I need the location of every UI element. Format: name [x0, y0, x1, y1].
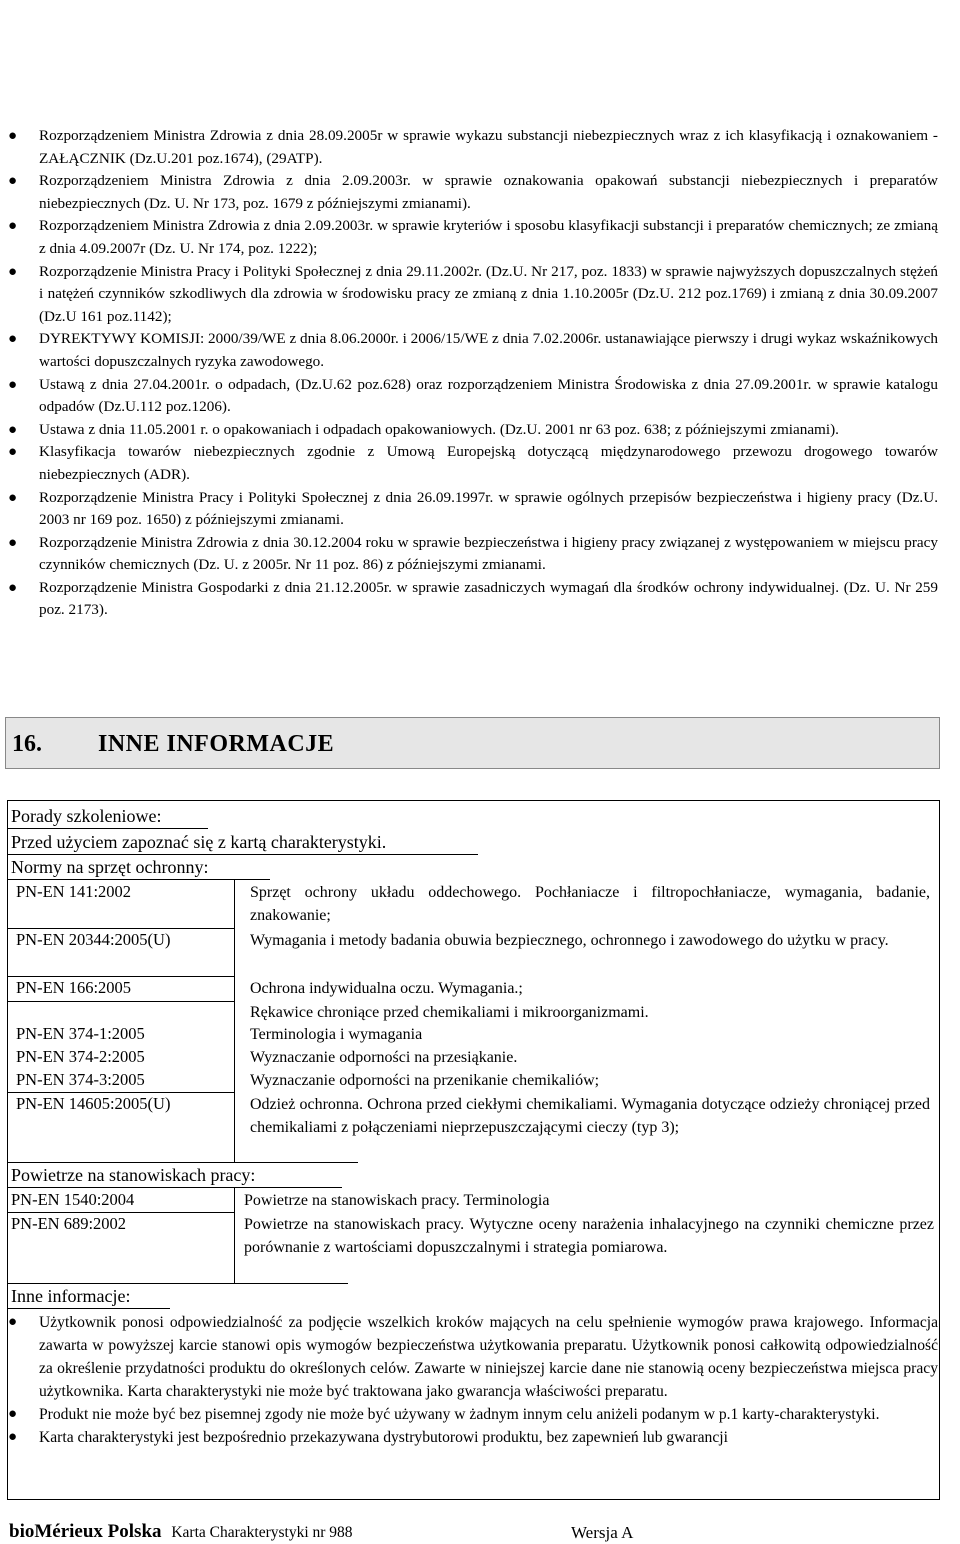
list-item: ● Karta charakterystyki jest bezpośrednio przekazywana dystrybutorowi produktu, bez zapewnień lub gwarancji: [0, 1426, 960, 1449]
bullet-icon: ●: [8, 128, 18, 144]
bullet-icon: ●: [8, 1406, 18, 1422]
other-label: Inne informacje:: [11, 1286, 131, 1306]
equipment-code: PN-EN 374-2:2005: [16, 1047, 145, 1066]
bullet-icon: ●: [8, 534, 18, 551]
bullet-icon: ●: [8, 1429, 18, 1445]
air-desc: Powietrze na stanowiskach pracy. Wytyczne oceny narażenia inhalacyjnego na czynniki chemiczne przez porównanie z wartościami dopuszczalnymi i strategia pomiarowa.: [244, 1216, 934, 1256]
equipment-desc: Terminologia i wymagania: [250, 1026, 423, 1043]
air-code: PN-EN 689:2002: [11, 1214, 127, 1233]
bullet-icon: ●: [8, 1314, 18, 1330]
company-block: [0, 6, 200, 75]
list-item: ● Rozporządzenie Ministra Pracy i Polityki Społecznej z dnia 29.11.2002r. (Dz.U. Nr 217, poz. 1833) w sprawie najwyższych dopuszczalnych stężeń i natężeń czynników szkodliwych dla zdrowia w środowisku pracy ze zmianą z dnia 1.10.2005r (Dz.U. 212 poz.1769) i zmianą z dnia 30.09.2007 (Dz.U 161 poz.1142);: [8, 262, 938, 325]
list-item: ● Klasyfikacja towarów niebezpiecznych zgodnie z Umową Europejską dotyczącą międzynarodowego przewozu drogowego towarów niebezpiecznych (ADR).: [8, 443, 938, 483]
other-information-list: [0, 1311, 960, 1449]
list-item: ● Rozporządzeniem Ministra Zdrowia z dnia 28.09.2005r w sprawie wykazu substancji niebezpiecznych wraz z ich klasyfikacją i oznakowaniem - ZAŁĄCZNIK (Dz.U.201 poz.1674), (29ATP).: [8, 127, 938, 167]
list-item: ● Ustawa z dnia 11.05.2001 r. o opakowaniach i odpadach opakowaniowych. (Dz.U. 2001 nr 63 poz. 638; z późniejszymi zmianami).: [0, 419, 960, 442]
section-title: INNE INFORMACJE: [98, 731, 335, 757]
page-label: Strona/stron: [712, 54, 793, 73]
equipment-code: PN-EN 374-1:2005: [16, 1024, 145, 1043]
equipment-code: PN-EN 20344:2005(U): [16, 930, 171, 949]
list-item: ● Rozporządzenie Ministra Gospodarki z dnia 21.12.2005r. w sprawie zasadniczych wymagań dla środków ochrony indywidualnej. (Dz. U. Nr 259 poz. 2173).: [8, 578, 938, 619]
equipment-desc: Wyznaczanie odporności na przesiąkanie.: [250, 1049, 518, 1066]
equipment-desc: Sprzęt ochrony układu oddechowego. Pochłaniacze i filtropochłaniacze, wymagania, badanie, znakowanie;: [250, 884, 930, 924]
update-date: 09.03.2009: [831, 31, 907, 50]
equipment-desc: Wymagania i metody badania obuwia bezpiecznego, ochronnego i zawodowego do użytku w pracy.: [250, 932, 889, 949]
footer-document-number: Karta Charakterystyki nr 988: [171, 1524, 353, 1541]
footer-brand: bioMérieux Polska: [9, 1521, 162, 1542]
document-title: KARTA CHARAKTERYSTYKI: [274, 6, 636, 33]
list-item: ● Rozporządzenie Ministra Pracy i Polityki Społecznej z dnia 26.09.1997r. w sprawie ogólnych przepisów bezpieczeństwa i higieny pracy (Dz.U. 2003 nr 169 poz. 1650) z późniejszymi zmianami.: [8, 488, 938, 529]
list-item: ● DYREKTYWY KOMISJI: 2000/39/WE z dnia 8.06.2000r. i 2006/15/WE z dnia 7.02.2006r. ustanawiające pierwszy i drugi wykaz wskaźnikowych wartości dopuszczalnych ryzyka zawodowego.: [8, 330, 938, 370]
equipment-code: PN-EN 374-3:2005: [16, 1070, 145, 1089]
training-label: Porady szkoleniowe:: [11, 806, 162, 826]
legal-references-list: [0, 125, 960, 622]
list-item: ● Rozporządzenie Ministra Zdrowia z dnia 30.12.2004 roku w sprawie bezpieczeństwa i higieny pracy związanej z występowaniem w miejscu pracy czynników chemicznych (Dz. U. z 2005r. Nr 11 poz. 86) z późniejszymi zmianami.: [8, 533, 938, 574]
list-item: ● Rozporządzeniem Ministra Zdrowia z dnia 2.09.2003r. w sprawie oznakowania opakowań substancji niebezpiecznych i preparatów niebezpiecznych (Dz. U. Nr 173, poz. 1679 z późniejszymi zmianami).: [8, 172, 938, 212]
bullet-icon: ●: [8, 489, 18, 506]
bullet-icon: ●: [8, 173, 18, 190]
document-header: [0, 0, 960, 110]
document-subtitle: Na podstawie Rozp. REACH (WE) Nr 1907/2006; art.31; załącznik II: [255, 37, 655, 52]
company-entity: Polska Sp. z o.o.: [44, 32, 156, 49]
bullet-icon: ●: [8, 376, 18, 393]
bullet-icon: ●: [8, 263, 18, 280]
product-name: QUICKVUE CHLAMYDIA TEST REAGENT B: [234, 75, 706, 100]
issue-label: Data wydania:: [712, 8, 808, 27]
equipment-desc: Odzież ochronna. Ochrona przed ciekłymi chemikaliami. Wymagania dotyczące odzieży chroniącej przed chemikaliami z połączeniami nieprzepuszczającymi cieczy (typ 3);: [250, 1096, 930, 1136]
equipment-code: PN-EN 14605:2005(U): [16, 1094, 171, 1113]
bullet-icon: ●: [8, 421, 18, 438]
bullet-icon: ●: [8, 444, 18, 461]
equipment-desc: Ochrona indywidualna oczu. Wymagania.;: [250, 980, 523, 997]
company-name: BioMérieux: [59, 9, 141, 26]
footer-version: Wersja A: [571, 1523, 634, 1542]
section-number: 16.: [12, 731, 42, 757]
equipment-code: PN-EN 166:2005: [16, 978, 132, 997]
air-label: Powietrze na stanowiskach pracy:: [11, 1165, 256, 1185]
equipment-desc: Wyznaczanie odporności na przenikanie chemikaliów;: [250, 1072, 600, 1089]
title-block: [200, 4, 710, 54]
update-label: Data aktualizacji:: [712, 31, 828, 50]
equipment-desc: Rękawice chroniące przed chemikaliami i mikroorganizmami.: [250, 1004, 649, 1021]
bullet-icon: ●: [8, 331, 18, 348]
issue-date: 20.10.2008: [821, 8, 897, 27]
air-code: PN-EN 1540:2004: [11, 1190, 135, 1209]
list-item: ● Ustawą z dnia 27.04.2001r. o odpadach, (Dz.U.62 poz.628) oraz rozporządzeniem Ministra Środowiska z dnia 27.09.2001r. w sprawie katalogu odpadów (Dz.U.112 poz.1206).: [8, 375, 938, 416]
equipment-label: Normy na sprzęt ochronny:: [11, 857, 209, 877]
page-value: 6/7: [814, 54, 836, 73]
list-item: ● Produkt nie może być bez pisemnej zgody nie może być używany w żadnym innym celu aniżeli podanym w p.1 karty-charakterystyki.: [0, 1403, 960, 1426]
air-desc: Powietrze na stanowiskach pracy. Terminologia: [244, 1192, 550, 1209]
company-city: Warszawa: [64, 55, 136, 72]
bullet-icon: ●: [8, 579, 18, 596]
document-footer: [9, 1521, 949, 1543]
section-heading: [5, 717, 940, 769]
training-text: Przed użyciem zapoznać się z kartą charakterystyki.: [11, 832, 387, 852]
equipment-code: PN-EN 141:2002: [16, 882, 132, 901]
bullet-icon: ●: [8, 218, 18, 235]
list-item: ● Użytkownik ponosi odpowiedzialność za podjęcie wszelkich kroków mających na celu spełnienie wymogów prawa krajowego. Informacja zawarta w powyższej karcie stanowi opis wymogów bezpieczeństwa użytkowania preparatu. Użytkownik ponosi całkowitą odpowiedzialność za określenie przydatności produktu do określonych celów. Zawarte w niniejszej karcie dane nie stanowią oceny bezpieczeństwa miejsca pracy użytkownika. Karta charakterystyki nie może być traktowana jako gwarancja właściwości preparatu.: [0, 1311, 960, 1403]
list-item: ● Rozporządzeniem Ministra Zdrowia z dnia 2.09.2003r. w sprawie kryteriów i sposobu klasyfikacji substancji i preparatów chemicznych; ze zmianą z dnia 4.09.2007r (Dz. U. Nr 174, poz. 1222);: [8, 217, 938, 257]
document-meta: [712, 6, 957, 75]
